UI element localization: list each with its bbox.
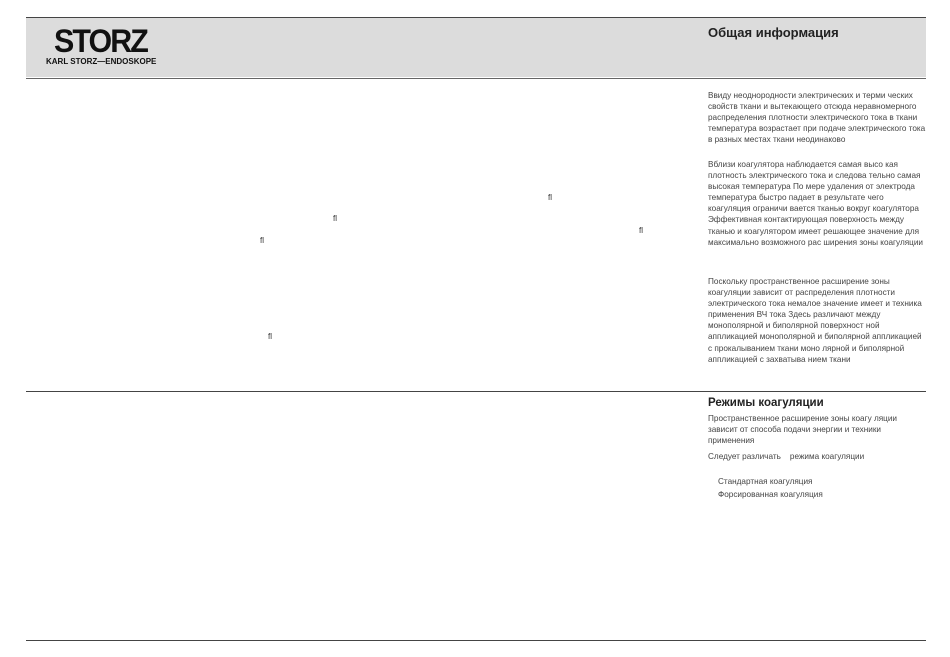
mode-item-forced: Форсированная коагуляция	[718, 490, 823, 499]
modes-intro: Пространственное расширение зоны коагу ляции зависит от способа подачи энергии и техники применения	[708, 414, 897, 446]
paragraph-3: Поскольку пространственное расширение зоны коагуляции зависит от распределения плотности электрического тока немалое значение имеет и техника применения ВЧ тока Здесь различают между монополярной и биполярной поверхност ной аппликацией монополярной и биполярной аппликацией с прокалыванием ткани моно лярной и биполярной аппликацией с захватыва нием ткани	[708, 277, 922, 364]
section-divider	[26, 391, 926, 392]
storz-logo	[46, 23, 158, 69]
section-title-general: Общая информация	[708, 25, 839, 40]
paragraph-2: Вблизи коагулятора наблюдается самая высо кая плотность электрического тока и следова тельно самая высокая температура По мере удаления от электрода температура быстро падает в результате чего коагуляция ограничи вается тканью вокруг коагулятора Эффективная контактирующая поверхность между тканью и коагулятором имеет решающее значение для максимально возможного рас ширения зоны коагуляции	[708, 160, 924, 247]
header-bottom-rule	[26, 78, 926, 79]
bottom-rule	[26, 640, 926, 641]
figure-marker: ﬂ	[260, 236, 264, 245]
figure-marker: ﬂ	[639, 226, 643, 235]
logo-subtitle: KARL STORZ—ENDOSKOPE	[46, 57, 157, 66]
figure-marker: ﬂ	[268, 332, 272, 341]
figure-marker: ﬂ	[333, 214, 337, 223]
section-title-modes: Режимы коагуляции	[708, 397, 824, 409]
paragraph-1: Ввиду неоднородности электрических и терми ческих свойств ткани и вытекающего отсюда неравномерного распределения плотности электрического тока в ткани температура возрастает при подаче электрического тока в разных местах ткани неодинаково	[708, 91, 926, 145]
figure-marker: ﬂ	[548, 193, 552, 202]
mode-item-standard: Стандартная коагуляция	[718, 477, 813, 486]
modes-lead: Следует различать режима коагуляции	[708, 452, 865, 461]
logo-wordmark: STORZ	[54, 23, 147, 59]
